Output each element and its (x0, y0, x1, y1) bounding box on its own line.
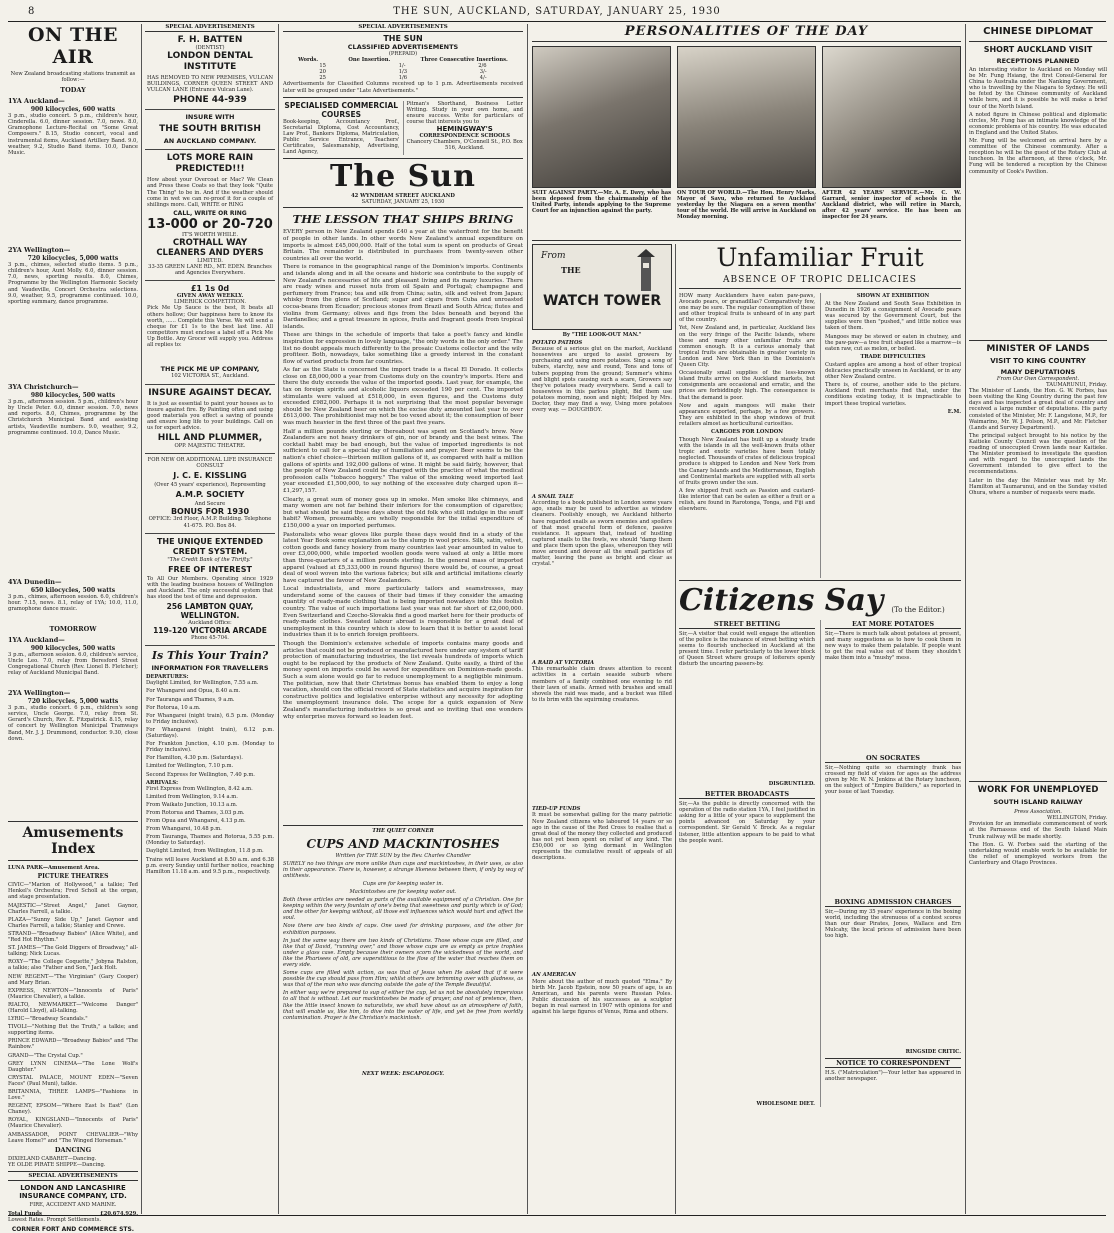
news-paragraph: The Hon. G. W. Forbes said the starting of the undertaking would enable work to be available for the relief of unemployed workers from the Canterbury and Otago Provinces. (969, 841, 1107, 866)
dateline: WELLINGTON, Friday. (1047, 815, 1107, 822)
wt-body: It must be somewhat galling for the many patriotic New Zealand citizens who laboured 14 years or so ago in the cause of the Red Cross to realise that a great deal of the money they collected and produced has not yet been spent on relief of any kind. The £50,000 or so lying dormant in Wellington represents the cumulative result of appeals of all descriptions. (532, 812, 672, 862)
courses-body-2: Pitman's Shorthand, Business Letter Writing. Study in your own home, and ensure success. Write for particulars of course that interests you to (406, 100, 523, 125)
dental-institute: LONDON DENTAL INSTITUTE (167, 51, 253, 73)
amusements-index-title: Amusements Index (22, 825, 124, 858)
watch-tower-name: WATCH TOWER (543, 293, 662, 309)
funds-label: Total Funds (8, 1210, 42, 1217)
limerick-title: LIMERICK COMPETITION. (174, 299, 246, 306)
departure-item: For Whangarei (night train), 6.5 p.m. (Monday to Friday inclusive). (146, 712, 274, 725)
batten-sub: (DENTIST) (195, 45, 225, 51)
fruit-subhead: SHOWN AT EXHIBITION (856, 293, 930, 299)
citizens-title: Citizens Say (679, 583, 884, 618)
departure-item: For Frankton Junction, 4.10 p.m. (Monday to Friday inclusive). (146, 741, 274, 754)
auckland-office: Auckland Office: (188, 620, 232, 627)
letter-heading: BETTER BROADCASTS (679, 790, 815, 799)
hill-plummer: HILL AND PLUMMER, (157, 432, 263, 443)
theatre-item: CIVIC—"Marion of Hollywood," a talkie; Ted Henkel's Orchestra; Fred Scholl at the organ, and stage presentation. (8, 882, 138, 901)
rate-cell: 25 (319, 75, 326, 82)
credit-bank: "The Credit Bank of the Thrifty." (167, 556, 253, 563)
diplomat-body (969, 67, 1107, 337)
station-name: 2YA Wellington— (8, 689, 71, 698)
train-title: Is This Your Train? (151, 649, 269, 663)
special-ads-heading: SPECIAL ADVERTISEMENTS (145, 24, 275, 32)
fruit-paragraph: At the New Zealand and South Seas Exhibition in Dunedin in 1926 a consignment of Avocado pears was secured by the Government Court, but the supplies were then "pushed," and little notice was taken of them. (825, 301, 961, 332)
life-insurance: FOR NEW OR ADDITIONAL LIFE INSURANCE CONSULT (147, 457, 273, 470)
kissling: J. C. E. KISSLING (173, 471, 247, 481)
next-week: NEXT WEEK: ESCAPOLOGY. (361, 1070, 445, 1077)
rain-body: How about your Overcoat or Mac? We Clean and Press these Coats so that they look "Quite The Thing" to be in. And if the weather should come in wet we can re-proof it for a couple of shillings more. Call, WRITE or RING (147, 177, 273, 208)
station-programme: 3 p.m., chimes, selected studio items. 5 p.m., children's hour, Aunt Molly. 6.0, dinner session. 7.0, news, sporting results. 8.0, Chimes, Programme by the Wellington Harmonic Society and Vaudeville, Concert Orchestra selections. 9.0, weather, 9.5, programme continued. 10.0, sporting summary, dance programme. (8, 262, 138, 305)
special-ads-heading: SPECIAL ADVERTISEMENTS (283, 24, 523, 32)
corner-verse: Cups are for keeping water in. (362, 880, 444, 887)
sun-logo: The Sun (330, 159, 476, 195)
unemployed-sub: SOUTH ISLAND RAILWAY (993, 798, 1083, 807)
station-name: 1YA Auckland— (8, 97, 65, 106)
wt-body: Because of a serious glut on the market, Auckland housewives are urged to assist growers by purchasing and using more potatoes. Sing a song of tubers, starchy, new and round, Tons and tons of tubers popping from the ground; Summer's whims and blight spots causing such a scare, Growers say they've potatoes ready everywhere. Send a call to housewives in this parlous plight, Bid them use potatoes morning, noon and night; Helped by Mrs. Doctor, they may find a way, Using more potatoes every way. — DOUGHBOY. (532, 346, 672, 414)
minister-heading: MINISTER OF LANDS (986, 344, 1090, 354)
fruit-col-right (820, 293, 961, 578)
amp-office: OFFICE: 3rd Floor, A.M.P. Building. Telephone 41-675. P.O. Box 84. (148, 516, 272, 529)
station-programme: 3 p.m., afternoon session. 5 p.m., children's hour by Uncle Peter. 6.0, dinner session. 7.0, news and reports. 8.0, Chimes, programme by the Christchurch Municipal Band and assisting artists, Vaudeville numbers. 9.0, weather, 9.2, programme continued. 10.0, Dance Music. (8, 399, 138, 436)
hemingway-address: Chancery Chambers, O'Connell St., P.O. Box 516, Auckland. (406, 139, 523, 152)
portrait-marks (677, 46, 816, 188)
fruit-signature: E.M. (947, 408, 961, 415)
letter-body: Sir,—There is much talk about potatoes at present, and many suggestions as to how to cook them in new ways to make them palatable. If people want to get the real value out of them they shouldn't make them into a "mushy" mess. (825, 631, 961, 662)
station-programme: 3 p.m., studio concert. 6 p.m., children's song service, Uncle George. 7.0, relay from St. Gerard's Church, Rev. E. Fitzpatrick. 8.15, relay of concert by Wellington Municipal Tramways Band, Mr. J. J. Drummond, conductor. 9.30, close down. (8, 705, 138, 742)
departure-item: Daylight Limited, for Wellington, 7.55 a.m. (146, 680, 259, 687)
unique-credit: THE UNIQUE EXTENDED CREDIT SYSTEM. (156, 536, 264, 556)
fruit-article (679, 244, 961, 574)
corner-paragraph: In just the same way there are two kinds of Christians. Those whose cups are filled, and like that of David, "running over," and those whose cups are as empty as prize trophies under a glass case. Empty because their owners scorn the wickedness of the world, and like the Pharisees of old, are superstitious to the flow of the water that reaches them on every side. (283, 937, 523, 968)
to-the-editor: (To the Editor.) (891, 605, 945, 614)
wt-heading: A SNAIL TALE (532, 494, 574, 501)
letter-body: Sir,—Nothing quite so charmingly frank has crossed my field of vision for ages as the address given by Mr. W. N. Jenkins at the Rotary luncheon, on the subject of "Empire Builders," as reported in your issue of last Tuesday. (825, 765, 961, 796)
sun-date: SATURDAY, JANUARY 25, 1930 (361, 199, 445, 206)
given-away: GIVEN AWAY WEEKLY. (176, 293, 244, 300)
watch-tower-the: THE (561, 265, 581, 275)
hemingways: HEMINGWAY'S (436, 125, 493, 134)
wt-body: According to a book published in London some years ago, snails may be used to advertise as window cleaners. Foolishly enough, we Auckland hitherto have regarded snails as sworn enemies and spoilers of that most graceful form of defence, passive resistance. It appears that, instead of hustling captured snails to the fowls, we should "damp them and place them upon the glass, whereupon they will move around and devour all the small particles of matter, leaving the pane as bright and clear as crystal." (532, 500, 672, 568)
column-rule (527, 24, 528, 1214)
theatre-item: LYRIC—"Broadway Scandals." (8, 1016, 88, 1023)
station-frequency: 720 kilocycles, 5,000 watts (27, 255, 119, 263)
departure-item: For Hamilton, 4.30 p.m. (Saturdays). (146, 755, 243, 762)
arrival-item: From Rotorua and Thames, 3.03 p.m. (146, 809, 245, 816)
masthead-rule (8, 21, 1106, 22)
fruit-paragraph: Though New Zealand has built up a steady trade with the islands in all the well-known fruits other tropic and exotic varieties have been totally neglected. Thousands of crates of delicious tropical produce is shipped to London and New York from the Canary Islands and the Mediterranean, English and Continental markets are supplied with all sorts of fruits grown under the sun. (679, 437, 815, 486)
rates-words: Words. (298, 57, 319, 64)
limerick-body: Pick Me Up Sauce is the best, It beats all others hollow; Our happiness here to know its worth, ...... Complete this Verse. We will send a cheque for £1 1s to the best last line. All competitors must enclose a label off a Pick Me Up Bottle. Any Grocer will supply you. Address all replies to: (147, 305, 273, 348)
free-of-interest: FREE OF INTEREST (168, 564, 252, 574)
editorial-paragraph: There is romance in the geographical range of the Dominion's imports. Continents and islands along and in all the oceans and historic sea contribute to the supply of New Zealand's necessaries of life and pleasant living and its many luxuries. There are ready wines and russet nuts from oil Spain and Portugal; champagne and perfumery from France; tea and silk from China; satin, silk and velvet from Japan; whisky from the glens of Scotland; sugar and cigars from Cuba and unroasted cocoa-beans from Ecuador; precious stones from Brazil and South Africa; flutes and violins from Germany; olives and figs from the Isles beneath and beyond the Dardanelles; and a great treasure in spices, fruits and fragrant goods from tropical islands. (283, 264, 523, 330)
minister-body (969, 388, 1107, 778)
classified-prepaid: (PREPAID) (388, 51, 418, 57)
arrival-item: First Express from Wellington, 8.42 a.m. (146, 785, 253, 792)
watch-tower-column (532, 244, 672, 1214)
notice-heading: NOTICE TO CORRESPONDENT (825, 1058, 961, 1068)
diplomat-sub2: RECEPTIONS PLANNED (996, 57, 1080, 65)
wt-heading: A RAID AT VICTORIA (532, 660, 595, 667)
theatre-item: REGENT, EPSOM—"Where East Is East" (Lon Chaney). (8, 1103, 138, 1116)
departure-item: For Whangarei (night train), 6.12 p.m. (Saturdays). (146, 726, 274, 740)
departure-item: For Tauranga and Thames, 9 a.m. (146, 696, 235, 703)
south-british-ad (145, 110, 275, 150)
rates-three: Three Consecutive Insertions. (420, 57, 508, 64)
letter-heading: STREET BETTING (679, 620, 815, 629)
editorial-title: THE LESSON THAT SHIPS BRING (292, 212, 514, 227)
decay-body: It is just as essential to paint your houses as to insure against fire. By Painting often and using good materials you effect a saving of pounds and ensure long life to your buildings. Call on us for expert advice. (147, 400, 273, 431)
departure-item: Second Express for Wellington, 7.40 p.m. (146, 771, 255, 778)
station-frequency: 900 kilocycles, 500 watts (30, 645, 116, 653)
theatre-item: STRAND—"Broadway Babies" (Alice White), and "Red Hot Rhythm." (8, 930, 138, 944)
rate-cell: 15 (319, 63, 326, 70)
arrival-item: From Opua and Whangarei, 4.13 p.m. (146, 818, 246, 825)
news-paragraph: Provision for an immediate commencement of work at the Parnassus end of the South Island Main Trunk railway will be made shortly. (969, 821, 1107, 840)
caption-garrard: AFTER 42 YEARS' SERVICE.—Mr. C. W. Garrard, senior inspector of schools in the Auckland district, who will retire in March, after 42 years' service. He has been an inspector for 24 years. (822, 190, 961, 221)
departure-item: For Rotorua, 10 a.m. (146, 704, 201, 711)
corner-paragraph: Now there are two kinds of cups. One used for drinking purposes, and the other for exhibition purposes. (283, 923, 523, 936)
caption-marks: ON TOUR OF WORLD.—The Hon. Henry Marks, Mayor of Savu, who returned to Auckland yesterday by the Niagara on a seven months' tour of the world. He will arrive in Auckland on Monday morning. (677, 190, 816, 221)
station-frequency: 720 kilocycles, 5,000 watts (27, 698, 119, 706)
arrival-item: From Waikato Junction, 10.13 a.m. (146, 801, 238, 808)
rate-cell: 1/- (398, 63, 406, 70)
letter-signature: RINGSIDE CRITIC. (905, 1049, 961, 1055)
fruit-paragraph: A few shipped fruit such as Passion and custard-like interior that can be eaten as either a fruit or a relish, are found in Rarotonga, Tonga, and Fiji and elsewhere. (679, 487, 815, 513)
editorial-body (283, 229, 523, 822)
fruit-paragraph: Occasionally small supplies of the less-known island fruits arrive on the Auckland markets, but consignments are occasional and erratic, and the prices are forbiddingly high. The consequence is that the demand is poor. (679, 370, 815, 401)
corner-paragraph: SURELY no two things are more unlike than cups and mackintoshes, in their uses, as also in their appearance. There is, however, a strange likeness between them, if only by way of antithesis. (283, 860, 523, 879)
tower-icon (631, 249, 661, 293)
theatre-item: ST. JAMES—"The Gold Diggers of Broadway," all-talking; Nick Lucas. (8, 945, 138, 958)
citizens-say (679, 584, 961, 1214)
train-timetable (145, 646, 275, 878)
train-note: Trains will leave Auckland at 8.50 a.m. and 6.38 p.m. every Sunday until further notice, reaching Hamilton 11.18 a.m. and 9.5 p.m., respectively. (146, 856, 274, 875)
editorial-paragraph: These are things in the schedule of imports that take a poet's fancy and kindle inspiration for expression in lovely language, "the only words in the only order." The list no doubt appeals much differently to the prosaic Customs collector and the wily profiteer. Both, nowadays, take something like a greedy interest in the constant flow of varied products from far countries. (283, 332, 523, 365)
hemingway-ad (283, 98, 523, 160)
theatre-item: GREY LYNN CINEMA—"The Lone Wolf's Daughter." (8, 1060, 138, 1073)
insurance-address: CORNER FORT AND COMMERCE STS. (11, 1225, 135, 1233)
theatre-item: TIVOLI—"Nothing But the Truth," a talkie; and supporting items. (8, 1024, 138, 1037)
insurance-rates: Lowest Rates. Prompt Settlements. (8, 1216, 102, 1223)
news-paragraph: Mr. Fung will be welcomed on arrival here by a committee of the Chinese community. After a reception he will be the guest of the Rotary Club at luncheon. In the afternoon, at three o'clock, Mr. Fung will be tendered a reception by the Chinese community of Cook's Pavilion. (969, 138, 1107, 175)
radio-intro: New Zealand broadcasting stations transmit as follow:— (10, 71, 136, 84)
and-secure: And Secure (194, 501, 226, 508)
press-association: Press Association. (1014, 809, 1062, 816)
wt-heading: TIED-UP FUNDS (532, 806, 581, 813)
special-ads-heading: SPECIAL ADVERTISEMENTS (8, 1171, 138, 1181)
tomorrow-heading: TOMORROW (49, 625, 97, 634)
fruit-paragraph: Mangoes may be stewed or eaten in chutney, and the paw-paw—a tree fruit shaped like a marrow—is eaten raw, cut as melon, or boiled. (825, 333, 961, 352)
corner-verse: Mackintoshes are for keeping water out. (349, 888, 457, 895)
letter-signature: WHOLESOME DIET. (756, 1101, 815, 1108)
batten-name: F. H. BATTEN (177, 35, 243, 45)
departure-item: Limited for Wellington, 7.10 p.m. (146, 763, 234, 770)
wt-heading: AN AMERICAN (532, 972, 576, 979)
column-rule (141, 24, 142, 1214)
picture-theatres-heading: PICTURE THEATRES (37, 873, 109, 881)
auckland-company: AN AUCKLAND COMPANY. (163, 137, 257, 146)
personalities-title: PERSONALITIES OF THE DAY (532, 24, 961, 42)
diplomat-heading: CHINESE DIPLOMAT (969, 24, 1107, 42)
rates-one: One Insertion. (348, 57, 391, 64)
pick-me-up-ad (145, 281, 275, 384)
station-programme: 3 p.m., afternoon session. 6.0, children's service, Uncle Leo. 7.0, relay from Beresford Street Congregational Church (Rev. Lionel B. Fletcher); relay of Auckland Municipal Band. (8, 652, 138, 677)
crothall-numbers: 13-000 or 20-720 (147, 216, 273, 232)
amp-society: A.M.P. SOCIETY (175, 490, 245, 500)
editorial-paragraph: Clearly, a great sum of money goes up in smoke. Men smoke like chimneys, and many women are not far behind their inferiors for the consumption of cigarettes; but what should be said these days about the old folk who still indulge in the snuff habit? Women, presumably, are wholly responsible for the initial expenditure of £150,000 a year on imported perfumes. (283, 496, 523, 529)
classified-note: Advertisements for Classified Columns received up to 1 p.m. Advertisements received later will be grouped under "Late Advertisements." (283, 81, 523, 94)
insurance-subtitle: FIRE, ACCIDENT AND MARINE. (29, 1202, 117, 1209)
bonus: BONUS FOR 1930 (170, 507, 250, 517)
classified-title: THE SUN (383, 34, 423, 43)
arrivals-heading: ARRIVALS: (146, 779, 179, 786)
station-name: 1YA Auckland— (8, 636, 65, 645)
corner-paragraph: In either way we're prepared to sup of either the cup, let us not be absolutely impervious to all that is without. Let our mackintoshes be made of prayer, and not of pretence, then, like the little insect known to naturalists, we shall have about us an atmosphere of faith, that will enable us, like him, to dive into the water of life, and yet be free from worldly contamination. Prayer is the Christian's mackintosh. (283, 990, 523, 1021)
fruit-col-left (679, 293, 815, 578)
station-frequency: 650 kilocycles, 500 watts (30, 587, 116, 595)
victoria-arcade: 119-120 VICTORIA ARCADE (153, 626, 267, 636)
courses-body: Book-keeping, Accountancy Prof., Secretarial Diploma, Cost Accountancy, Law Prof., Bankers Diploma, Matriculation, Public Service Entrance, Teachers' Certificates, Salesmanship, Advertising, Land Agency, (283, 118, 400, 156)
amp-ad (145, 454, 275, 534)
departures-list (146, 680, 274, 777)
hill-plummer-ad (145, 385, 275, 455)
credit-phone: Phone 45-704. (191, 635, 229, 642)
station-programme: 3 p.m., chimes, afternoon session. 6.0, children's hour. 7.15, news. 8.1, relay of 1YA; 10.0, 11.0, gramophone dance music. (8, 594, 138, 613)
wt-body: More about the author of much quoted "Elma." By birth Mr. Jacob Epstein, now 50 years of age, is an American, and his parents were Russian Poles. Public discussion of his successes as a sculptor began in real earnest in 1907 with opinions for and against his large figures of Venus, Rima and others. (532, 978, 672, 1016)
rate-cell: 3/- (479, 69, 487, 76)
fruit-paragraph: HOW many Aucklanders have eaten paw-paws, Avocado pears, or granadillas? Comparatively few, one may be sure. The regular consumption of these and other tropical fruits is unheard of in any part of the country. (679, 293, 815, 324)
crothall-address: 33-35 GREEN LANE RD., MT. EDEN. Branches and Agencies Everywhere. (148, 264, 272, 277)
rate-cell: 20 (319, 69, 326, 76)
batten-ad (145, 32, 275, 110)
news-paragraph: A noted figure in Chinese political and diplomatic circles, Mr. Fung has an intimate knowledge of the economic problems of his country. He was educated in England and the United States. (969, 111, 1107, 136)
fruit-subtitle: ABSENCE OF TROPIC DELICACIES (679, 275, 961, 289)
luna-park: LUNA PARK—Amusement Area. (8, 865, 100, 872)
on-the-air-title: ON THE AIR (27, 24, 119, 68)
editorial-paragraph: Pastoralists who wear gloves like purple these days would find in a study of the latest Year Book some explanation as to the slump in wool prices. Silk, satin, velvet, cotton goods and fancy hosiery from many countries last year amounted in value to over £3,000,000, while imported woollen goods were valued at only a little more than three-quarters of a million pounds sterling. In the general mass of imported apparel (valued at £5,333,000 in round figures) there would be, of course, a great deal of wool woven into the various fabrics; but silk and artificial imitations clearly have captured the favour of New Zealanders. (283, 531, 523, 584)
rate-cell: 4/- (479, 75, 487, 82)
section-rule (679, 580, 961, 581)
portrait-garrard (822, 46, 961, 188)
editorial-paragraph: Local industrialists, and more particularly tailors and seamstresses, may understand some of the causes of their bad times if they consider the amazing quantity of ready-made clothing that is being imported nowadays into this foolish country. The value of such importations last year was not far short of £2,000,000. Even Switzerland and Czecho-Slovakia find a good market here for their products of ready-made clothes. Sweated labour abroad is responsible for a great deal of unemployment in this country which is slow to learn that it is better to assist local industries than it is to enrich foreign profiteers. (283, 586, 523, 639)
arrival-item: Limited from Wellington, 9.14 a.m. (146, 793, 238, 800)
prize-amount: £1 1s 0d (190, 284, 230, 294)
citizens-col-left (679, 620, 815, 1107)
wt-heading: POTATO PATHOS (532, 340, 583, 347)
credit-system-ad (145, 534, 275, 647)
station-name: 4YA Dunedin— (8, 578, 62, 587)
batten-body: HAS REMOVED TO NEW PREMISES, VULCAN BUILDINGS, CORNER QUEEN STREET AND VULCAN LANE (Entrance Vulcan Lane). (147, 75, 273, 94)
theatre-item: PRINCE EDWARD—"Broadway Babies" and "The Rainbow." (8, 1038, 138, 1051)
crothall-ad (145, 150, 275, 281)
unemployed-heading: WORK FOR UNEMPLOYED (977, 785, 1099, 796)
theatre-item: ROYAL, KINGSLAND—"Innocents of Paris" (Maurice Chevalier). (8, 1117, 138, 1130)
station-programme: 3 p.m., studio concert. 5 p.m., children's hour, Cinderella. 6.0, dinner session. 7.0, news. 8.0, Gramophone Lecture-Recital on "Some Great Composers." 8.15, Studio concert, vocal and instrumental items, Auckland Artillery Band. 9.0, weather, 9.2, Studio Band items. 10.0, Dance Music. (8, 113, 138, 156)
today-heading: TODAY (60, 86, 86, 95)
letter-body: Sir,—As the public is directly concerned with the operation of the radio station 1YA, I feel justified in asking for a little of your space to supplement the points advanced on Saturday by your correspondent. Sir Gerald V. Brock. As a regular listener, little attention appears to be paid to what the people want. (679, 801, 815, 844)
editorial-column (283, 24, 523, 1216)
pick-me-up-address: 102 VICTORIA ST., Auckland. (171, 373, 249, 380)
column-rule (965, 24, 966, 1214)
news-paragraph: An interesting visitor to Auckland on Monday will be Mr. Fung Hsiang, the first Consul-General for China to Australia under the Nanking Government, who is travelling by the Niagara to Sydney. He will be feted by the Chinese community of Auckland while here, and it is possible he will make a brief tour of the North Island. (969, 67, 1107, 110)
commercial-courses: SPECIALISED COMMERCIAL COURSES (284, 100, 399, 119)
theatre-item: CRYSTAL PALACE, MOUNT EDEN—"Seven Faces" (Paul Muni), talkie. (8, 1074, 138, 1087)
fruit-subhead: TRADE DIFFICULTIES (860, 353, 926, 360)
crothall-limited: LIMITED. (197, 257, 223, 264)
train-info: INFORMATION FOR TRAVELLERS (151, 664, 269, 673)
personalities-block (532, 24, 961, 244)
theatre-item: RIALTO, NEWMARKET—"Welcome Danger" (Harold Lloyd), all-talking. (8, 1001, 138, 1014)
citizens-col-right (820, 620, 961, 1107)
masthead (0, 6, 1114, 20)
theatre-item: ROXY—"The College Coquette," Jobyna Ralston, a talkie; also "Father and Son," Jack Holt. (8, 959, 138, 972)
editorial-paragraph: Though the Dominion's extensive schedule of imports contains many goods and articles that could not be produced or manufactured here under any system of tariff protection of manufacturing industries, the list reveals hundreds of imports which ought to be replaced by the products of New Zealand. Quite easily, a third of the money spent on imports could be saved for expenditure on Dominion-made goods. Such a sum alone would go far to reduce unemployment to a negligible minimum. The politician, now that their Christmas bonus has enabled them to enjoy a long vacation, should con the official record of State statistics and acquire inspiration for constructive politics and legislative enterprise without any necessity for adopting the unemployment insurance dole. The scope for a quick expansion of New Zealand's manufacturing industries is so great and so inviting that one wonders why enterprise moves forward so leaden feet. (283, 641, 523, 720)
letter-body: Sir,—During my 35 years' experience in the boxing world, including the strenuous of a contest scores than our dear Pirates, Jones, Wallace and Ern Mulcahy, the local prices of admission have been too high. (825, 909, 961, 940)
departure-item: For Whangarei and Opua, 8.40 a.m. (146, 688, 241, 695)
letter-signature: DISGRUNTLED. (768, 781, 815, 787)
lambton-quay: 256 LAMBTON QUAY, WELLINGTON. (166, 602, 254, 621)
rate-cell: 2/6 (478, 63, 487, 70)
diplomat-sub: SHORT AUCKLAND VISIT (983, 45, 1093, 54)
call-write-ring: CALL, WRITE OR RING (173, 209, 247, 217)
letter-heading: BOXING ADMISSION CHARGES (825, 898, 961, 907)
station-name: 2YA Wellington— (8, 246, 71, 255)
minister-sub: VISIT TO KING COUNTRY (990, 357, 1086, 365)
fruit-subhead: CARGOES FOR LONDON (711, 428, 783, 435)
dance-item: YE OLDE PIRATE SHIPPE—Dancing. (8, 1162, 106, 1169)
corner-paragraph: Both these articles are needed as parts of the available equipment of a Christian. One for keeping within the very fountain of one's being that sweetness and purity which is of God; and the other for keeping without, all those evil influences which would hurt and affect the soul. (283, 897, 524, 922)
kissling-sub: (Over 45 years' experience), Representing (154, 482, 266, 489)
insurance-company-name: LONDON AND LANCASHIRE INSURANCE COMPANY, LTD. (19, 1184, 127, 1201)
arrival-item: From Tauranga, Thames and Rotorua, 5.55 p.m. (Monday to Saturday). (146, 834, 274, 847)
theatre-item: AMBASSADOR, POINT CHEVALIER—"Why Leave Home?" and "The Winged Horseman." (8, 1131, 138, 1144)
theatre-list (8, 882, 138, 1144)
news-paragraph: Later in the day the Minister was met by Mr. Hamilton at Taumarunui, and on the Sunday visited Ohura, where a number of requests were made. (969, 477, 1107, 496)
station-name: 3YA Christchurch— (8, 383, 79, 392)
news-paragraph: The Minister of Lands, the Hon. G. W. Forbes, has been visiting the King Country during the past few days and has inspected a great deal of country and received a large number of deputations. His party consisted of the Minister, Mr. F. Langstone, M.P., for Waimarino, Mr. W. J. Polson, M.P., and Mr. Fletcher (Lands and Survey Department). (969, 388, 1107, 431)
classified-rates-box (283, 32, 523, 98)
dance-item: DIXIELAND CABARET—Dancing. (8, 1156, 97, 1163)
editorial-paragraph: EVERY person in New Zealand spends £40 a year at the waterfront for the benefit of people in other lands. In other words New Zealand's annual expenditure on imports is almost £45,000,000. Half of the total sum is spent on products of Great Britain. The remainder is distributed in purchases from twenty-seven other countries all over the world. (283, 229, 523, 262)
ads-column (145, 24, 275, 1216)
unemployed-body (969, 821, 1107, 1121)
arrival-item: Daylight Limited, from Wellington, 11.8 p.m. (146, 848, 264, 855)
theatre-item: NEW REGENT—"The Virginian" (Gary Cooper) and Mary Brian. (8, 973, 138, 986)
classified-sub: CLASSIFIED ADVERTISEMENTS (347, 43, 459, 51)
theatre-item: MAJESTIC—"Street Angel," Janet Gaynor, Charles Farrell, a talkie. (8, 902, 138, 915)
editorial-paragraph: As far as the State is concerned the import trade is a fiscal El Dorado. It collects close on £8,000,000 a year from Customs duty on the country's imports. Here and there the duty exceeds the value of the imported goods. Last year, for example, the tax on foreign spirits and alcoholic liquors exceeded 190 per cent. The imported stimulants were valued at £518,000, in even figures, and the Customs duty exceeded £982,000. Perhaps it is not surprising that the most popular beverage should be New Zealand beer on which the excise duty amounted last year to over £613,000. The prohibitionist may not be too vexed about it; the consumption of beer was much heavier in the first three of the past five years. (283, 367, 523, 427)
sun-logo-block (283, 159, 523, 208)
footer-rule (8, 1215, 1106, 1216)
worth-while: IT'S WORTH WHILE. (182, 231, 238, 238)
quiet-corner-byline: Written for THE SUN by the Rev. Charles Chandler (335, 852, 471, 859)
minister-sub2: MANY DEPUTATIONS (1000, 368, 1076, 376)
theatre-item: PLAZA—"Sunny Side Up," Janet Gaynor and Charles Farrell, a talkie; Stanley and Crewe. (8, 916, 138, 929)
watch-tower-logo (532, 244, 672, 330)
rate-cell: 1/3 (398, 69, 408, 76)
insure-against-decay: INSURE AGAINST DECAY. (148, 387, 272, 398)
hill-address: OPP. MAJESTIC THEATRE. (174, 442, 246, 449)
quiet-corner (283, 825, 523, 1076)
editorial-paragraph: Half a million pounds sterling or thereabout was spent on Scotland's brew. New Zealanders are not heavy drinkers of gin, nor of brandy and the best wines. The cocktail habit may be bad enough, but the value of imported ingredients is not sufficient to call for a special day of humiliation and prayer. Beer seems to be the nation's chief choice—thirteen million gallons of it, as compared with half a million gallons of spirits and 192,000 gallons of wine. It might be said fairly, however, that the people of New Zealand could be charged with the practice of what the medical profession calls "tobacco hoggery." The value of the smoking weed imported last year exceeded £1,500,000, to say nothing of the excessive duty charged upon it—£1,297,157. (283, 428, 523, 494)
fruit-paragraph: Now and again mangoes will make their appearance exported, perhaps, by a few growers. They are exhibited in the shop windows of fruit retailers almost as horticultural curiosities. (679, 402, 815, 427)
look-out-man: By "THE LOOK-OUT MAN." (562, 332, 642, 338)
crothall-name: CROTHALL WAY CLEANERS AND DYERS (156, 237, 264, 258)
fruit-paragraph: Yet, New Zealand and, in particular, Auckland lies on the very fringe of the Pacific Islands, where these and many other unfamiliar fruits are common enough. It is a curious anomaly that tropical fruits are obtainable in greater variety in London and New York than in the Dominion's Queen City. (679, 325, 815, 369)
news-column (969, 24, 1107, 1216)
pick-me-up-company: THE PICK ME UP COMPANY, (160, 365, 260, 374)
page-number: 8 (28, 6, 35, 17)
insure-with: INSURE WITH (185, 113, 235, 122)
arrivals-list (146, 786, 274, 855)
quiet-corner-title: CUPS AND MACKINTOSHES (306, 836, 500, 851)
dancing-heading: DANCING (54, 1146, 92, 1155)
rate-cell: 1/6 (398, 75, 408, 82)
corner-paragraph: Some cups are filled with action, as was that of Jesus when He asked that if it were possible the cup should pass from Him; whilst others are brimming over with gladness, as was that of the man who was dancing outside the gate of the Temple Beautiful. (283, 970, 523, 989)
free-body: To All Our Members. Operating since 1929 with the leading business houses of Wellington and Auckland. The only successful system that has stood the test of time and depression. (147, 575, 273, 600)
section-rule (532, 240, 961, 241)
funds-value: £20,674,929. (100, 1210, 138, 1217)
correspondence-schools: CORRESPONDENCE SCHOOLS (419, 133, 510, 140)
fruit-paragraph: Custard apples are among a host of other tropical delicacies practically unseen in Auckland, or in any other New Zealand centre. (825, 361, 961, 381)
departures-heading: DEPARTURES: (146, 674, 189, 681)
portrait-davy (532, 46, 671, 188)
station-frequency: 980 kilocycles, 500 watts (30, 392, 116, 400)
masthead-title: THE SUN, AUCKLAND, SATURDAY, JANUARY 25, 1930 (393, 6, 721, 17)
column-rule (278, 24, 279, 1214)
column-rule (675, 244, 676, 1214)
station-frequency: 900 kilocycles, 600 watts (30, 106, 116, 114)
notice-body: H.S. ("Matriculation")—Your letter has appeared in another newspaper. (825, 1070, 961, 1083)
news-paragraph: The principal subject brought to his notice by the Kaitieke County Council was the question of the roading of unoccupied Crown lands near Kaitieke. The Minister promised to investigate the question and with regard to the unoccupied lands the Government intended to give effect to the recommendations. (969, 432, 1107, 476)
theatre-item: GRAND—"The Crystal Cup." (8, 1052, 83, 1059)
letter-heading: EAT MORE POTATOES (825, 620, 961, 629)
fruit-title: Unfamiliar Fruit (716, 243, 924, 272)
theatre-item: BRITANNIA, THREE LAMPS—"Fashions in Love." (8, 1089, 138, 1102)
on-the-air-column (8, 24, 138, 1233)
fruit-paragraph: There is, of course, another side to the picture. Auckland fruit merchants find that, under the conditions existing today, it is impracticable to import these tropical varieties. (825, 382, 961, 407)
theatre-item: EXPRESS, NEWTON—"Innocents of Paris" (Maurice Chevalier), a talkie. (8, 987, 138, 1000)
letter-body: Sir,—A visitor that could well engage the attention of the police is the nuisance of street betting which seems to flourish unchecked in Auckland at the present time. I refer particularly to the lower block of Queen Street where groups of loiterers openly disturb the uncaring passers-by. (679, 631, 815, 668)
rain-headline: LOTS MORE RAIN PREDICTED!!! (166, 153, 254, 175)
letter-heading: ON SOCRATES (825, 754, 961, 763)
caption-davy: SUIT AGAINST PARTY.—Mr. A. E. Davy, who has been deposed from the chairmanship of the United Party, intends applying to the Supreme Court for an injunction against the party. (532, 190, 671, 215)
batten-phone: PHONE 44-939 (173, 95, 247, 106)
quiet-corner-label: THE QUIET CORNER (372, 828, 434, 835)
wt-body: This remarkable claim draws attention to recent activities in a certain seaside suburb where members of a family combined one evening to rid their lawn of snails. Armed with brushes and small shovels the raid was made, and a bucket was filled to its brim with the squirming creatures. (532, 666, 672, 703)
quiet-corner-body (283, 861, 523, 1071)
dateline: TAUMARUNUI, Friday. (1046, 382, 1107, 389)
arrival-item: From Whangarei, 10.48 p.m. (146, 826, 222, 833)
sun-address: 42 WYNDHAM STREET AUCKLAND (351, 193, 455, 200)
correspondent: From Our Own Correspondent. (996, 376, 1080, 382)
watch-tower-from: From (541, 251, 566, 261)
south-british: THE SOUTH BRITISH (159, 124, 261, 135)
